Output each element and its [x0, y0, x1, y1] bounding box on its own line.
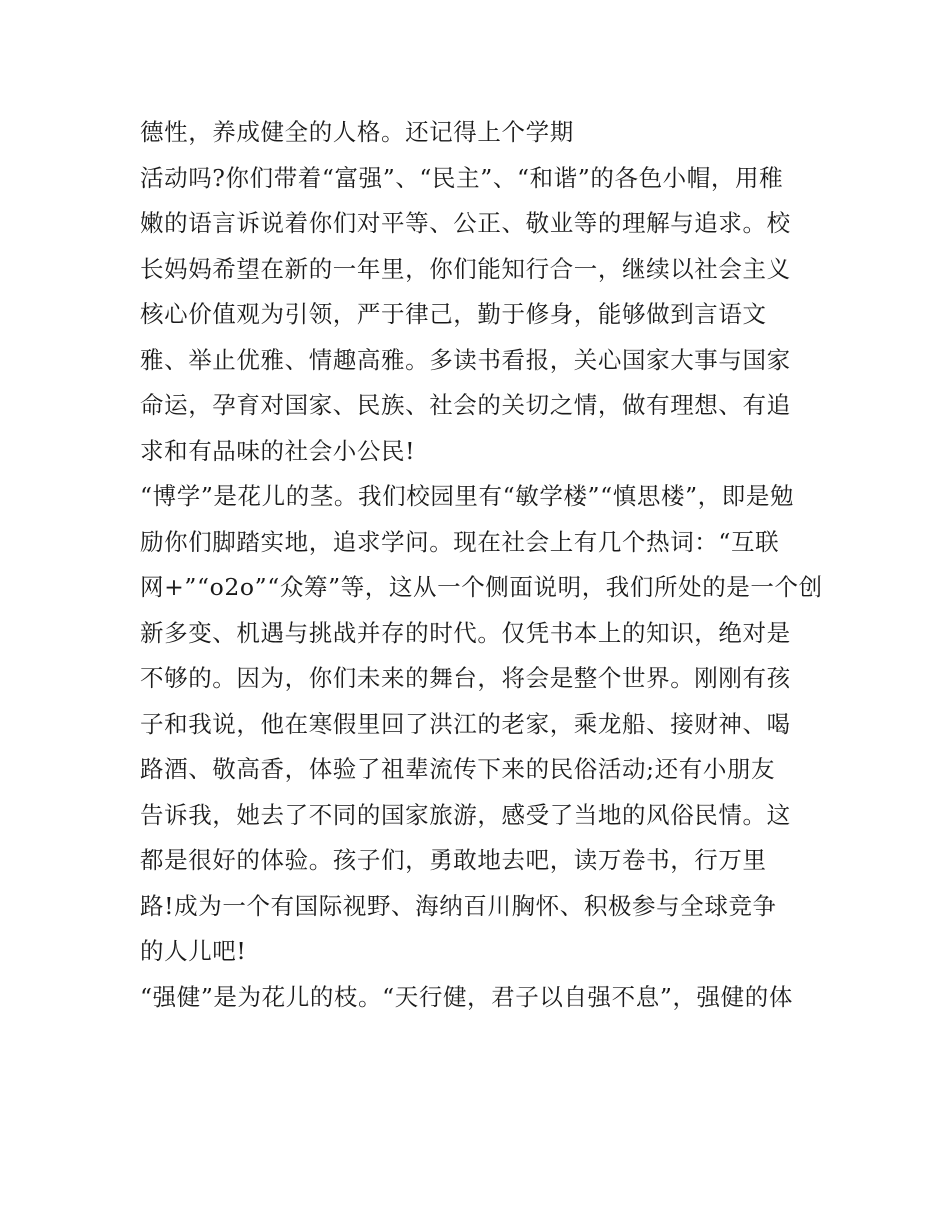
text-line: 网+”“o2o”“众筹”等，这从一个侧面说明，我们所处的是一个创	[140, 573, 823, 601]
text-line: 命运，孕育对国家、民族、社会的关切之情，做有理想、有追	[140, 391, 791, 419]
text-line: 嫩的语言诉说着你们对平等、公正、敬业等的理解与追求。校	[140, 209, 791, 237]
text-line: 路!成为一个有国际视野、海纳百川胸怀、积极参与全球竞争	[140, 891, 777, 920]
text-line: 路酒、敬高香，体验了祖辈流传下来的民俗活动;还有小朋友	[140, 755, 776, 783]
text-line: 励你们脚踏实地，追求学问。现在社会上有几个热词：“互联	[140, 527, 780, 556]
text-line: “博学”是花儿的茎。我们校园里有“敏学楼”“慎思楼”，即是勉	[140, 482, 795, 510]
text-line: 核心价值观为引领，严于律己，勤于修身，能够做到言语文	[140, 300, 767, 328]
text-line: 雅、举止优雅、情趣高雅。多读书看报，关心国家大事与国家	[140, 345, 791, 374]
text-line: 都是很好的体验。孩子们，勇敢地去吧，读万卷书，行万里	[140, 846, 767, 874]
text-line: 不够的。因为，你们未来的舞台，将会是整个世界。刚刚有孩	[140, 664, 791, 692]
document-body	[140, 110, 823, 1020]
text-line: 德性，养成健全的人格。还记得上个学期	[140, 118, 574, 146]
text-line: 的人儿吧!	[140, 937, 247, 965]
text-line: “强健”是为花儿的枝。“天行健，君子以自强不息”，强健的体	[140, 982, 793, 1011]
text-line: 告诉我，她去了不同的国家旅游，感受了当地的风俗民情。这	[140, 800, 791, 829]
text-line: 长妈妈希望在新的一年里，你们能知行合一，继续以社会主义	[140, 254, 791, 283]
text-line: 新多变、机遇与挑战并存的时代。仅凭书本上的知识，绝对是	[140, 618, 791, 647]
text-line: 求和有品味的社会小公民!	[140, 436, 416, 465]
text-line: 活动吗?你们带着“富强”、“民主”、“和谐”的各色小帽，用稚	[140, 163, 784, 192]
text-line: 子和我说，他在寒假里回了洪江的老家，乘龙船、接财神、喝	[140, 709, 791, 738]
